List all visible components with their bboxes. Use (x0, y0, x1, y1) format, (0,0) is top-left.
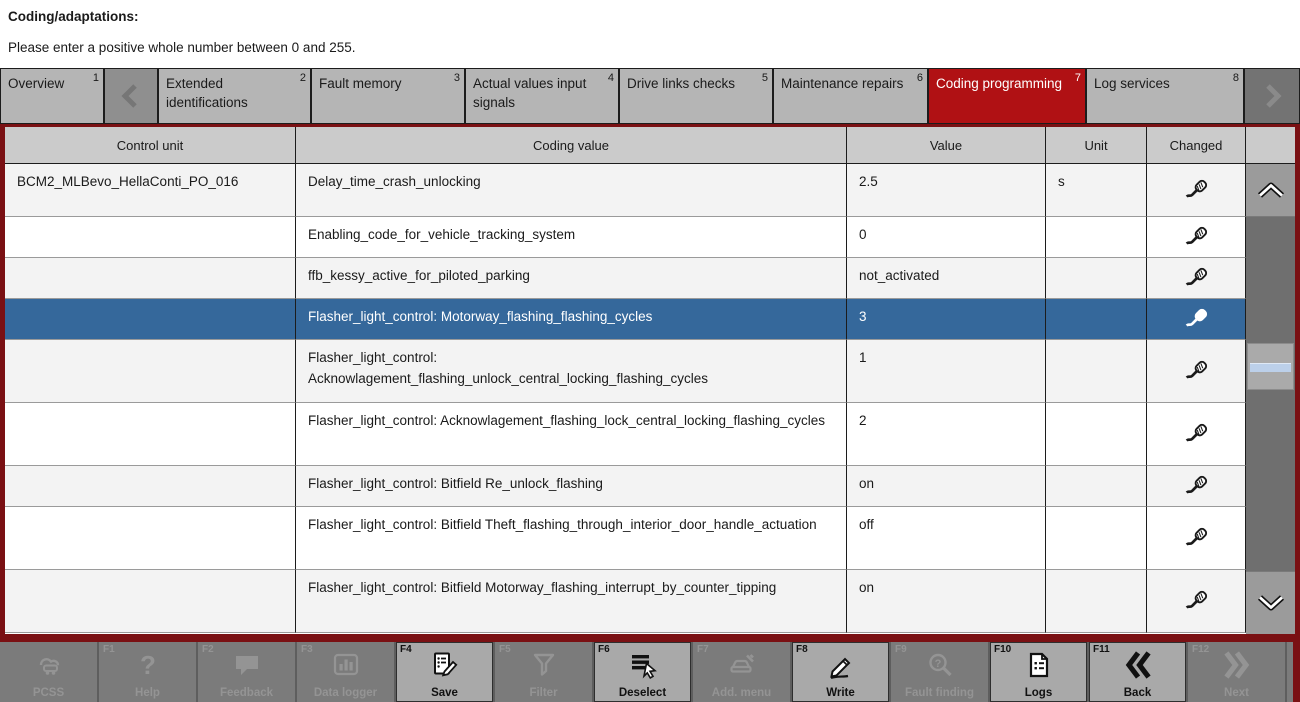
cell-control-unit: BCM2_MLBevo_HellaConti_PO_016 (5, 164, 296, 217)
table-row[interactable] (5, 217, 1246, 258)
toolbar-button-label: Save (431, 687, 458, 699)
cell-unit (1046, 466, 1147, 507)
cell-value: 2 (847, 403, 1046, 466)
fault-finding-button[interactable] (891, 642, 990, 702)
message-area (0, 0, 1300, 68)
column-header-value: Value (847, 127, 1046, 164)
toolbar-button-label: Filter (529, 687, 558, 699)
cell-value: 0 (847, 217, 1046, 258)
help-button[interactable] (99, 642, 198, 702)
data-logger-chart-icon (331, 650, 361, 680)
tab-number: 3 (453, 72, 460, 84)
instruction-text: Please enter a positive whole number between 0 and 255. (8, 40, 356, 55)
fkey-label: F10 (994, 644, 1012, 655)
fkey-label: F11 (1093, 644, 1110, 655)
tab-log-services[interactable] (1086, 68, 1244, 124)
tab-number: 7 (1074, 72, 1081, 84)
tab-overview[interactable] (0, 68, 104, 124)
cell-changed (1147, 299, 1246, 340)
tab-number: 5 (761, 72, 768, 84)
tab-maintenance-repairs[interactable] (773, 68, 928, 124)
logs-document-icon (1024, 650, 1054, 680)
tab-label: Fault memory (319, 76, 402, 91)
cell-changed (1147, 258, 1246, 299)
tab-drive-links-checks[interactable] (619, 68, 773, 124)
screwdriver-icon (1183, 265, 1210, 292)
cell-coding-value: Enabling_code_for_vehicle_tracking_system (296, 217, 847, 258)
fkey-label: F12 (1192, 644, 1210, 655)
cell-unit (1046, 217, 1147, 258)
screwdriver-icon (1183, 358, 1210, 385)
cell-control-unit (5, 340, 296, 403)
fkey-label: F7 (697, 644, 709, 655)
cell-unit: s (1046, 164, 1147, 217)
cell-unit (1046, 299, 1147, 340)
scroll-up-button[interactable] (1246, 164, 1295, 217)
cell-value: off (847, 507, 1046, 570)
scroll-down-button[interactable] (1246, 571, 1295, 634)
cell-changed (1147, 340, 1246, 403)
chevron-down-icon (1254, 592, 1288, 614)
cell-control-unit (5, 299, 296, 340)
fkey-label: F6 (598, 644, 610, 655)
toolbar-button-label: Back (1123, 687, 1152, 699)
screwdriver-icon (1183, 224, 1210, 251)
cell-changed (1147, 403, 1246, 466)
cell-unit (1046, 403, 1147, 466)
table-row[interactable] (5, 340, 1246, 403)
table-header-row (5, 127, 1295, 164)
tab-label: Drive links checks (627, 76, 736, 91)
column-header-coding-value: Coding value (296, 127, 847, 164)
next-double-chevron-icon (1222, 650, 1252, 680)
data-logger-button[interactable] (297, 642, 396, 702)
cell-control-unit (5, 403, 296, 466)
toolbar-button-label: Data logger (313, 687, 378, 699)
feedback-bubble-icon (232, 650, 262, 680)
chevron-up-icon (1254, 179, 1288, 201)
scrollbar-thumb[interactable] (1247, 343, 1294, 390)
fkey-label: F2 (202, 644, 214, 655)
cell-value: 2.5 (847, 164, 1046, 217)
pcss-button[interactable] (0, 642, 99, 702)
help-icon (133, 650, 163, 680)
tab-number: 1 (92, 72, 99, 84)
cell-value: on (847, 570, 1046, 633)
chevron-left-icon (116, 81, 146, 111)
cell-coding-value: ffb_kessy_active_for_piloted_parking (296, 258, 847, 299)
column-header-unit: Unit (1046, 127, 1147, 164)
tab-label: Overview (8, 76, 65, 91)
vertical-scrollbar (1246, 164, 1295, 634)
toolbar-button-label: Fault finding (905, 687, 974, 699)
cell-changed (1147, 507, 1246, 570)
table-row[interactable] (5, 164, 1246, 217)
tab-number: 6 (916, 72, 923, 84)
tab-label: Log services (1094, 76, 1170, 91)
write-button[interactable] (792, 642, 891, 702)
cell-value: 3 (847, 299, 1046, 340)
cell-changed (1147, 164, 1246, 217)
toolbar-button-label: PCSS (32, 687, 65, 699)
svg-text:?: ? (934, 657, 941, 670)
cell-coding-value: Flasher_light_control: Bitfield Motorway_flashing_interrupt_by_counter_tipping (296, 570, 847, 633)
scrollbar-track[interactable] (1246, 217, 1295, 571)
cell-unit (1046, 570, 1147, 633)
fkey-label: F5 (499, 644, 511, 655)
screwdriver-icon (1183, 306, 1210, 333)
feedback-button[interactable] (198, 642, 297, 702)
toolbar-button-label: Help (135, 687, 160, 699)
fkey-label: F4 (400, 644, 412, 655)
cell-value: on (847, 466, 1046, 507)
back-double-chevron-icon (1123, 650, 1153, 680)
function-key-toolbar (0, 638, 1300, 702)
deselect-list-cursor-icon (628, 650, 658, 680)
page-title: Coding/adaptations: (8, 9, 139, 24)
toolbar-button-label: Deselect (618, 687, 667, 699)
column-header-changed: Changed (1147, 127, 1246, 164)
tab-coding-programming[interactable] (928, 68, 1086, 124)
cell-coding-value: Flasher_light_control: Bitfield Theft_flashing_through_interior_door_handle_actuation (296, 507, 847, 570)
tab-actual-values-input-signals[interactable] (465, 68, 619, 124)
cell-control-unit (5, 217, 296, 258)
fkey-label: F8 (796, 644, 808, 655)
add-menu-button[interactable] (693, 642, 792, 702)
tab-fault-memory[interactable] (311, 68, 465, 124)
table-row[interactable] (5, 466, 1246, 507)
tab-label: Coding programming (936, 76, 1063, 91)
toolbar-button-label: Logs (1024, 687, 1053, 699)
cell-coding-value: Flasher_light_control: Acknowlagement_flashing_lock_central_locking_flashing_cycles (296, 403, 847, 466)
tab-number: 2 (299, 72, 306, 84)
tab-scroll-left-button[interactable] (104, 68, 158, 124)
cell-coding-value: Flasher_light_control: Bitfield Re_unlock_flashing (296, 466, 847, 507)
cell-changed (1147, 217, 1246, 258)
toolbar-button-label: Write (826, 687, 855, 699)
tab-scroll-right-button[interactable] (1244, 68, 1300, 124)
cell-control-unit (5, 507, 296, 570)
screwdriver-icon (1183, 421, 1210, 448)
fkey-label: F3 (301, 644, 313, 655)
chevron-right-icon (1257, 81, 1287, 111)
toolbar-button-label: Next (1224, 687, 1249, 699)
cell-control-unit (5, 258, 296, 299)
table-row[interactable] (5, 507, 1246, 570)
tab-bar (0, 68, 1300, 124)
tab-number: 8 (1232, 72, 1239, 84)
cell-coding-value: Flasher_light_control: Motorway_flashing_flashing_cycles (296, 299, 847, 340)
tab-number: 4 (607, 72, 614, 84)
tab-label: Actual values input signals (473, 76, 587, 110)
save-button[interactable] (396, 642, 495, 702)
cell-changed (1147, 466, 1246, 507)
table-body (5, 164, 1246, 634)
svg-text:?: ? (139, 649, 156, 680)
write-pen-icon (826, 650, 856, 680)
tab-label: Maintenance repairs (781, 76, 904, 91)
screwdriver-icon (1183, 473, 1210, 500)
cell-control-unit (5, 570, 296, 633)
cell-unit (1046, 258, 1147, 299)
fkey-label: F1 (103, 644, 115, 655)
tab-extended-identifications[interactable] (158, 68, 311, 124)
cell-coding-value: Delay_time_crash_unlocking (296, 164, 847, 217)
table-row[interactable] (5, 299, 1246, 340)
add-menu-car-icon (727, 650, 757, 680)
cell-unit (1046, 340, 1147, 403)
table-row[interactable] (5, 403, 1246, 466)
screwdriver-icon (1183, 588, 1210, 615)
back-button[interactable] (1089, 642, 1188, 702)
fkey-label: F9 (895, 644, 907, 655)
cell-unit (1046, 507, 1147, 570)
cell-changed (1147, 570, 1246, 633)
tab-label: Extended identifications (166, 76, 248, 110)
next-button[interactable] (1188, 642, 1287, 702)
column-header-scrollbar-stub (1246, 127, 1295, 164)
filter-button[interactable] (495, 642, 594, 702)
cell-coding-value: Flasher_light_control: Acknowlagement_flashing_unlock_central_locking_flashing_cycles (296, 340, 847, 403)
logs-button[interactable] (990, 642, 1089, 702)
save-document-pencil-icon (430, 650, 460, 680)
toolbar-button-label: Feedback (219, 687, 274, 699)
fault-finding-magnifier-icon (925, 650, 955, 680)
column-header-control-unit: Control unit (5, 127, 296, 164)
table-row[interactable] (5, 258, 1246, 299)
filter-funnel-icon (529, 650, 559, 680)
table-row[interactable] (5, 570, 1246, 633)
coding-table (0, 124, 1300, 638)
cell-control-unit (5, 466, 296, 507)
cell-value: not_activated (847, 258, 1046, 299)
toolbar-button-label: Add. menu (711, 687, 772, 699)
screwdriver-icon (1183, 525, 1210, 552)
screwdriver-icon (1183, 177, 1210, 204)
pcss-cloud-car-icon (34, 650, 64, 680)
deselect-button[interactable] (594, 642, 693, 702)
cell-value: 1 (847, 340, 1046, 403)
